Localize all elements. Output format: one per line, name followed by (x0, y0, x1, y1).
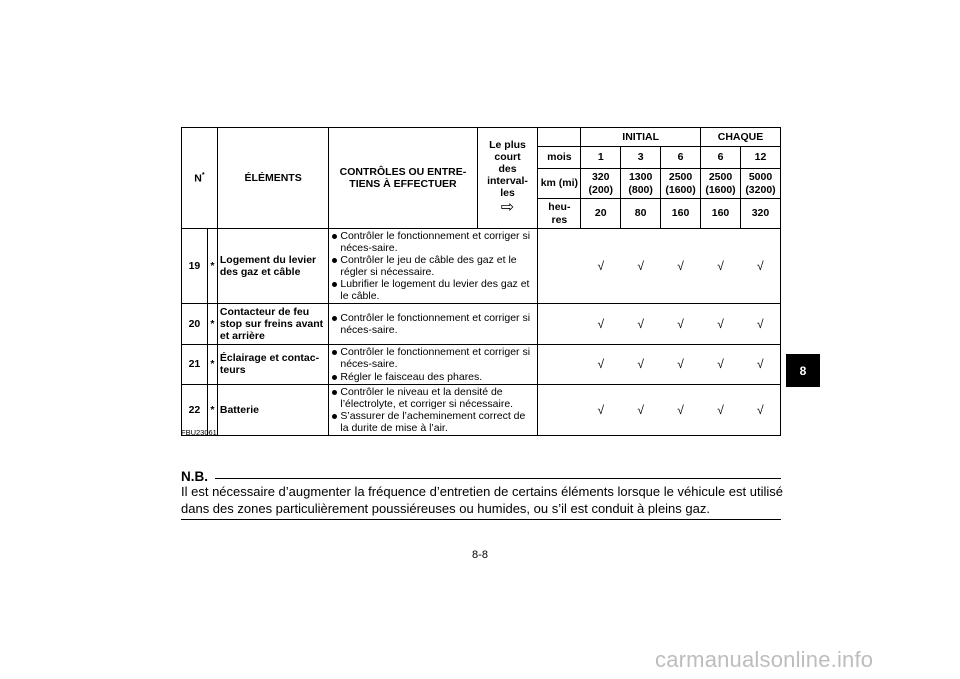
label-heures: heu-res (538, 199, 581, 229)
heures-value: 320 (740, 199, 780, 229)
control-item: Régler le faisceau des phares. (331, 371, 535, 383)
row-element: Logement du levier des gaz et câble (217, 229, 328, 304)
control-item: Contrôler le niveau et la densité de l’électrolyte, et corriger si nécessaire. (331, 386, 535, 410)
document-code: FBU23061 (181, 428, 217, 437)
check-mark: √ (740, 304, 780, 345)
note-rule (215, 478, 781, 479)
header-initial: INITIAL (581, 128, 701, 147)
row-star: * (207, 304, 217, 345)
table-row (182, 229, 781, 304)
check-mark: √ (701, 304, 741, 345)
row-element: Contacteur de feu stop sur freins avant et arrière (217, 304, 328, 345)
check-mark: √ (661, 229, 701, 304)
control-item: S’assurer de l’acheminement correct de la durite de mise à l’air. (331, 410, 535, 434)
table-row (182, 384, 781, 435)
header-every: CHAQUE (701, 128, 781, 147)
check-mark: √ (581, 345, 621, 384)
row-star: * (207, 384, 217, 435)
row-element: Batterie (217, 384, 328, 435)
header-blank (538, 128, 581, 147)
page-number: 8-8 (472, 549, 488, 561)
check-mark: √ (661, 384, 701, 435)
row-number: 20 (182, 304, 208, 345)
control-item: Contrôler le fonctionnement et corriger si néces-saire. (331, 346, 535, 370)
header-no: N* (182, 128, 218, 229)
note-bottom-rule (181, 519, 781, 520)
control-item: Contrôler le fonctionnement et corriger si néces-saire. (331, 312, 535, 336)
label-km: km (mi) (538, 169, 581, 199)
check-mark: √ (581, 229, 621, 304)
heures-value: 160 (661, 199, 701, 229)
check-mark: √ (661, 304, 701, 345)
km-value: 5000 (3200) (740, 169, 780, 199)
control-item: Contrôler le fonctionnement et corriger si néces-saire. (331, 230, 535, 254)
check-mark: √ (740, 345, 780, 384)
table-row (182, 345, 781, 384)
heures-value: 80 (621, 199, 661, 229)
mois-value: 12 (740, 147, 780, 169)
check-mark: √ (740, 384, 780, 435)
blank-cell (538, 304, 581, 345)
row-controls (329, 345, 538, 384)
km-value: 2500 (1600) (701, 169, 741, 199)
watermark: carmanualsonline.info (655, 647, 874, 672)
check-mark: √ (621, 345, 661, 384)
check-mark: √ (581, 304, 621, 345)
row-controls (329, 304, 538, 345)
label-mois: mois (538, 147, 581, 169)
row-controls (329, 229, 538, 304)
mois-value: 1 (581, 147, 621, 169)
maintenance-table (181, 127, 781, 436)
check-mark: √ (661, 345, 701, 384)
check-mark: √ (701, 229, 741, 304)
mois-value: 6 (661, 147, 701, 169)
chapter-tab: 8 (786, 354, 820, 387)
blank-cell (538, 229, 581, 304)
row-star: * (207, 345, 217, 384)
header-shortest-interval: Le plus court des interval-les ⇨ (477, 128, 538, 229)
mois-value: 3 (621, 147, 661, 169)
mois-value: 6 (701, 147, 741, 169)
note-text: Il est nécessaire d’augmenter la fréquence d’entretien de certains éléments lorsque le véhicule est utilisé dans des zones particulièrement poussiéreuses ou humides, ou s’il est conduit à pleins gaz. (181, 484, 783, 516)
row-controls (329, 384, 538, 435)
check-mark: √ (701, 345, 741, 384)
km-value: 2500 (1600) (661, 169, 701, 199)
heures-value: 20 (581, 199, 621, 229)
km-value: 1300 (800) (621, 169, 661, 199)
check-mark: √ (740, 229, 780, 304)
arrow-right-icon: ⇨ (500, 198, 515, 216)
header-controls: CONTRÔLES OU ENTRE-TIENS À EFFECTUER (329, 128, 477, 229)
note-title: N.B. (181, 469, 208, 484)
table-row (182, 304, 781, 345)
check-mark: √ (581, 384, 621, 435)
blank-cell (538, 384, 581, 435)
row-element: Éclairage et contac-teurs (217, 345, 328, 384)
check-mark: √ (621, 229, 661, 304)
heures-value: 160 (701, 199, 741, 229)
row-star: * (207, 229, 217, 304)
row-number: 22 (182, 384, 208, 435)
check-mark: √ (621, 384, 661, 435)
control-item: Contrôler le jeu de câble des gaz et le régler si nécessaire. (331, 254, 535, 278)
blank-cell (538, 345, 581, 384)
row-number: 21 (182, 345, 208, 384)
km-value: 320 (200) (581, 169, 621, 199)
row-number: 19 (182, 229, 208, 304)
header-elements: ÉLÉMENTS (217, 128, 328, 229)
check-mark: √ (621, 304, 661, 345)
control-item: Lubrifier le logement du levier des gaz et le câble. (331, 278, 535, 302)
check-mark: √ (701, 384, 741, 435)
